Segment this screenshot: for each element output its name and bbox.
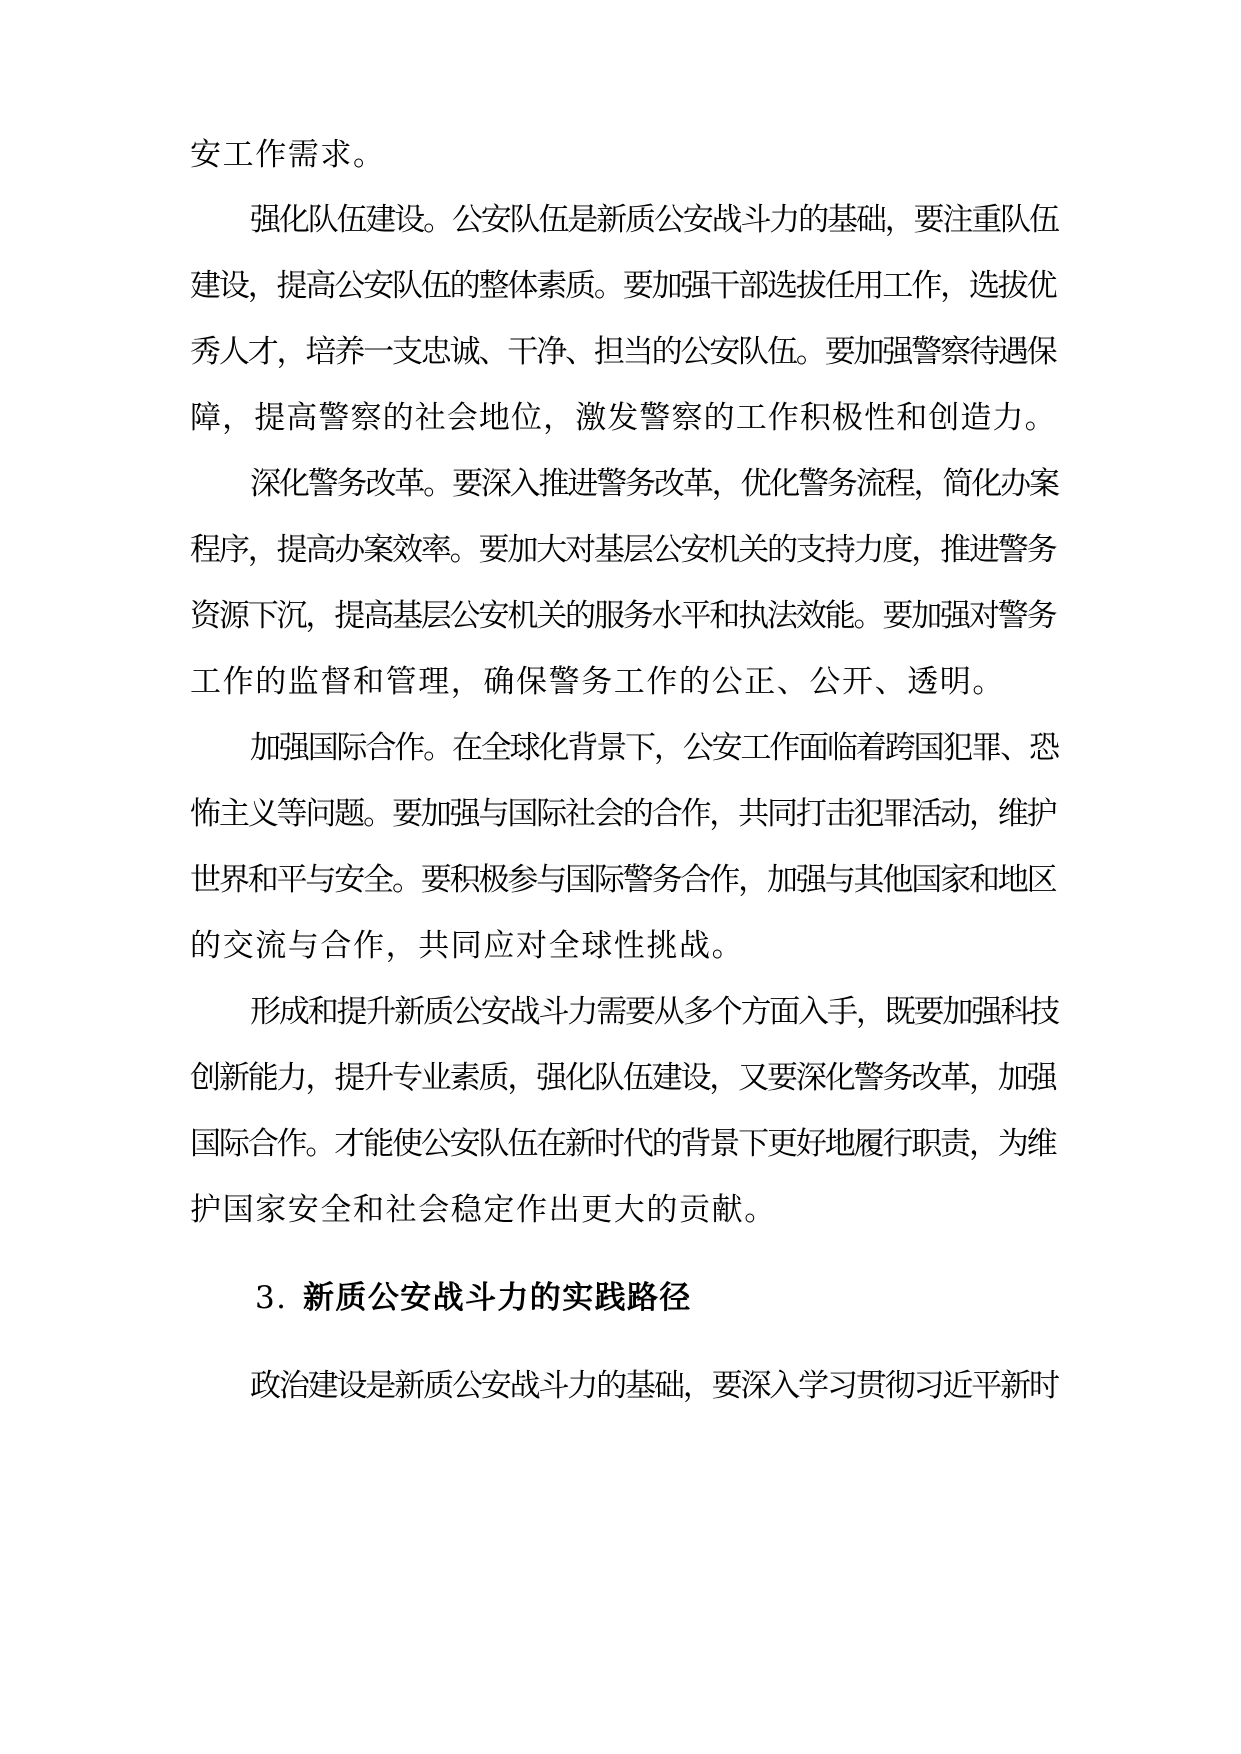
paragraph-line: 政治建设是新质公安战斗力的基础，要深入学习贯彻习近平新时 — [250, 1368, 1058, 1404]
paragraph-line: 建设，提高公安队伍的整体素质。要加强干部选拔任用工作，选拔优 — [190, 268, 1056, 304]
paragraph-line: 的交流与合作，共同应对全球性挑战。 — [190, 928, 745, 964]
paragraph-line: 秀人才，培养一支忠诚、干净、担当的公安队伍。要加强警察待遇保 — [190, 334, 1056, 370]
paragraph-line: 强化队伍建设。公安队伍是新质公安战斗力的基础，要注重队伍 — [250, 202, 1058, 238]
section-title: 新质公安战斗力的实践路径 — [303, 1280, 692, 1316]
paragraph-line: 资源下沉，提高基层公安机关的服务水平和执法效能。要加强对警务 — [190, 598, 1056, 634]
paragraph-line: 程序，提高办案效率。要加大对基层公安机关的支持力度，推进警务 — [190, 532, 1056, 568]
paragraph-line: 深化警务改革。要深入推进警务改革，优化警务流程，简化办案 — [250, 466, 1058, 502]
paragraph-line: 国际合作。才能使公安队伍在新时代的背景下更好地履行职责，为维 — [190, 1126, 1056, 1162]
paragraph-line: 护国家安全和社会稳定作出更大的贡献。 — [190, 1192, 777, 1228]
paragraph-line: 创新能力，提升专业素质，强化队伍建设，又要深化警务改革，加强 — [190, 1060, 1056, 1096]
paragraph-line: 工作的监督和管理，确保警务工作的公正、公开、透明。 — [190, 664, 1005, 700]
section-number: 3. — [255, 1280, 288, 1316]
paragraph-line: 安工作需求。 — [190, 137, 386, 173]
paragraph-line: 世界和平与安全。要积极参与国际警务合作，加强与其他国家和地区 — [190, 862, 1056, 898]
paragraph-line: 怖主义等问题。要加强与国际社会的合作，共同打击犯罪活动，维护 — [190, 796, 1056, 832]
paragraph-line: 障，提高警察的社会地位，激发警察的工作积极性和创造力。 — [190, 400, 1057, 436]
paragraph-line: 形成和提升新质公安战斗力需要从多个方面入手，既要加强科技 — [250, 994, 1058, 1030]
section-heading — [255, 1278, 1015, 1318]
paragraph-line: 加强国际合作。在全球化背景下，公安工作面临着跨国犯罪、恐 — [250, 730, 1058, 766]
